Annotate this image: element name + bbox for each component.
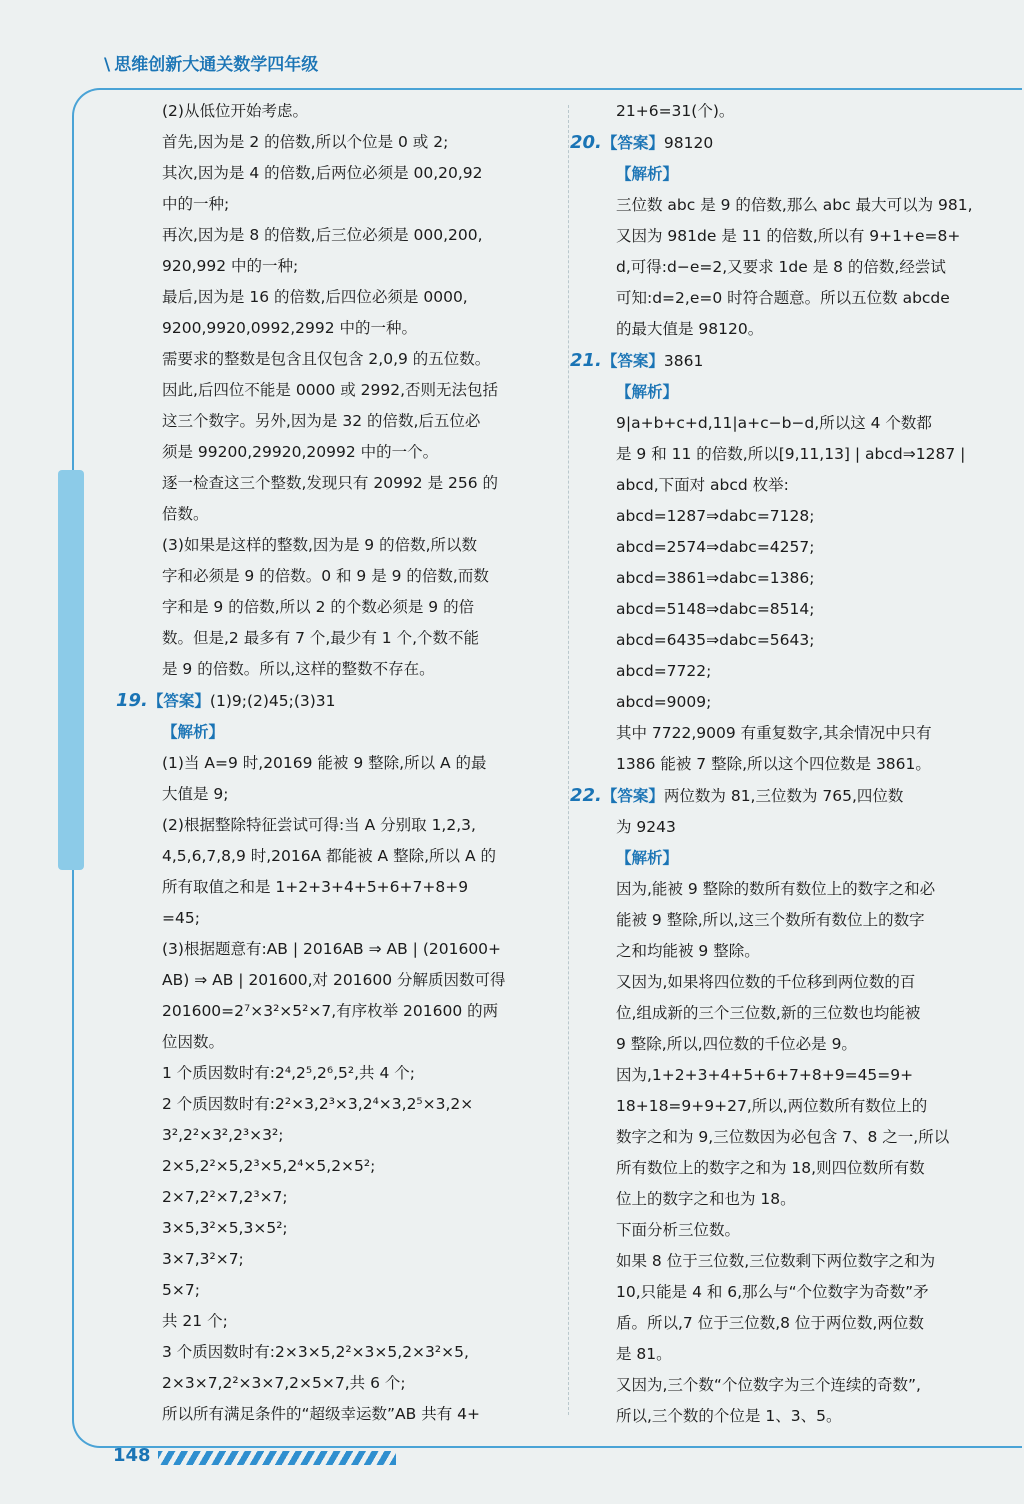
question-21-answer (570, 345, 1006, 377)
question-20-answer (570, 127, 1006, 159)
text-line: abcd=5148⇒dabc=8514; (616, 600, 815, 618)
answer-text: 3861 (663, 352, 704, 370)
text-line: (3)根据题意有:AB | 2016AB ⇒ AB | (201600+ (162, 940, 502, 958)
text-line: 因此,后四位不能是 0000 或 2992,否则无法包括 (162, 381, 499, 399)
text-line: 201600=2⁷×3²×5²×7,有序枚举 201600 的两 (162, 1002, 499, 1020)
text-line: 920,992 中的一种; (162, 257, 299, 275)
text-line: 又因为,三个数“个位数字为三个连续的奇数”, (616, 1376, 921, 1394)
answer-text: 两位数为 81,三位数为 765,四位数 (663, 787, 904, 805)
text-line: abcd=2574⇒dabc=4257; (616, 538, 815, 556)
text-line: 可知:d=2,e=0 时符合题意。所以五位数 abcde (616, 289, 950, 307)
text-line: 三位数 abc 是 9 的倍数,那么 abc 最大可以为 981, (616, 196, 973, 214)
text-line: 其中 7722,9009 有重复数字,其余情况中只有 (616, 724, 932, 742)
question-number: 19. (116, 690, 148, 711)
text-line: 需要求的整数是包含且仅包含 2,0,9 的五位数。 (162, 350, 491, 368)
text-line: 能被 9 整除,所以,这三个数所有数位上的数字 (616, 911, 925, 929)
text-line: 18+18=9+9+27,所以,两位数所有数位上的 (616, 1097, 928, 1115)
text-line: 3²,2²×3²,2³×3²; (162, 1126, 284, 1144)
answer-text-continued: 为 9243 (616, 818, 676, 836)
text-line: 9200,9920,0992,2992 中的一种。 (162, 319, 417, 337)
text-line: 字和必须是 9 的倍数。0 和 9 是 9 的倍数,而数 (162, 567, 489, 585)
answer-tag: 【答案】 (147, 692, 210, 710)
text-line: 所以所有满足条件的“超级幸运数”AB 共有 4+ (162, 1405, 481, 1423)
text-line: =45; (162, 909, 200, 927)
text-line: 最后,因为是 16 的倍数,后四位必须是 0000, (162, 288, 468, 306)
text-line: abcd,下面对 abcd 枚举: (616, 476, 789, 494)
text-line: 又因为 981de 是 11 的倍数,所以有 9+1+e=8+ (616, 227, 961, 245)
text-line: 4,5,6,7,8,9 时,2016A 都能被 A 整除,所以 A 的 (162, 847, 496, 865)
text-line: 21+6=31(个)。 (616, 102, 735, 120)
text-line: 又因为,如果将四位数的千位移到两位数的百 (616, 973, 916, 991)
text-line: 2×7,2²×7,2³×7; (162, 1188, 288, 1206)
text-line: 共 21 个; (162, 1312, 228, 1330)
text-line: AB) ⇒ AB | 201600,对 201600 分解质因数可得 (162, 971, 506, 989)
text-line: abcd=3861⇒dabc=1386; (616, 569, 815, 587)
answer-text: (1)9;(2)45;(3)31 (209, 692, 336, 710)
text-line: 因为,能被 9 整除的数所有数位上的数字之和必 (616, 880, 936, 898)
text-line: 如果 8 位于三位数,三位数剩下两位数字之和为 (616, 1252, 936, 1270)
side-tab (58, 470, 84, 870)
answer-tag: 【答案】 (601, 787, 664, 805)
question-number: 21. (570, 350, 602, 371)
text-line: (1)当 A=9 时,20169 能被 9 整除,所以 A 的最 (162, 754, 487, 772)
text-line: (3)如果是这样的整数,因为是 9 的倍数,所以数 (162, 536, 478, 554)
book-title: 思维创新大通关数学四年级 (114, 55, 319, 75)
question-number: 22. (570, 785, 602, 806)
text-line: abcd=9009; (616, 693, 712, 711)
text-line: 盾。所以,7 位于三位数,8 位于两位数,两位数 (616, 1314, 924, 1332)
text-line: 3 个质因数时有:2×3×5,2²×3×5,2×3²×5, (162, 1343, 469, 1361)
text-line: 须是 99200,29920,20992 中的一个。 (162, 443, 439, 461)
text-line: 3×5,3²×5,3×5²; (162, 1219, 288, 1237)
text-line: d,可得:d−e=2,又要求 1de 是 8 的倍数,经尝试 (616, 258, 946, 276)
footer-decoration (158, 1451, 396, 1465)
text-line: 因为,1+2+3+4+5+6+7+8+9=45=9+ (616, 1066, 914, 1084)
text-line: 5×7; (162, 1281, 200, 1299)
text-line: 字和是 9 的倍数,所以 2 的个数必须是 9 的倍 (162, 598, 475, 616)
text-line: 2×3×7,2²×3×7,2×5×7,共 6 个; (162, 1374, 406, 1392)
text-line: 再次,因为是 8 的倍数,后三位必须是 000,200, (162, 226, 483, 244)
analysis-tag: 【解析】 (616, 165, 679, 183)
text-line: 是 9 和 11 的倍数,所以[9,11,13] | abcd⇒1287 | (616, 445, 966, 463)
text-line: 其次,因为是 4 的倍数,后两位必须是 00,20,92 (162, 164, 483, 182)
right-column (570, 96, 1006, 1432)
text-line: 位上的数字之和也为 18。 (616, 1190, 796, 1208)
text-line: 是 9 的倍数。所以,这样的整数不存在。 (162, 660, 435, 678)
text-line: 所有取值之和是 1+2+3+4+5+6+7+8+9 (162, 878, 469, 896)
question-22-answer (570, 780, 1006, 812)
answer-tag: 【答案】 (601, 352, 664, 370)
header-slash-icon: \ (104, 55, 111, 75)
text-line: 2 个质因数时有:2²×3,2³×3,2⁴×3,2⁵×3,2× (162, 1095, 474, 1113)
text-line: 1 个质因数时有:2⁴,2⁵,2⁶,5²,共 4 个; (162, 1064, 415, 1082)
text-line: 2×5,2²×5,2³×5,2⁴×5,2×5²; (162, 1157, 376, 1175)
text-line: 9 整除,所以,四位数的千位必是 9。 (616, 1035, 857, 1053)
text-line: 首先,因为是 2 的倍数,所以个位是 0 或 2; (162, 133, 449, 151)
text-line: abcd=6435⇒dabc=5643; (616, 631, 815, 649)
text-line: 是 81。 (616, 1345, 672, 1363)
text-line: 9|a+b+c+d,11|a+c−b−d,所以这 4 个数都 (616, 414, 932, 432)
text-line: 10,只能是 4 和 6,那么与“个位数字为奇数”矛 (616, 1283, 929, 1301)
answer-tag: 【答案】 (601, 134, 664, 152)
text-line: 的最大值是 98120。 (616, 320, 764, 338)
analysis-tag: 【解析】 (616, 383, 679, 401)
text-line: 1386 能被 7 整除,所以这个四位数是 3861。 (616, 755, 931, 773)
answer-text: 98120 (663, 134, 714, 152)
text-line: 位,组成新的三个三位数,新的三位数也均能被 (616, 1004, 921, 1022)
text-line: 下面分析三位数。 (616, 1221, 741, 1239)
left-column (116, 96, 557, 1430)
text-line: 这三个数字。另外,因为是 32 的倍数,后五位必 (162, 412, 481, 430)
column-divider (568, 105, 569, 1415)
text-line: 中的一种; (162, 195, 230, 213)
text-line: 数。但是,2 最多有 7 个,最少有 1 个,个数不能 (162, 629, 480, 647)
text-line: abcd=7722; (616, 662, 712, 680)
question-number: 20. (570, 132, 602, 153)
text-line: 所有数位上的数字之和为 18,则四位数所有数 (616, 1159, 925, 1177)
text-line: 所以,三个数的个位是 1、3、5。 (616, 1407, 842, 1425)
text-line: 数字之和为 9,三位数因为必包含 7、8 之一,所以 (616, 1128, 950, 1146)
text-line: (2)根据整除特征尝试可得:当 A 分别取 1,2,3, (162, 816, 476, 834)
page-number: 148 (113, 1445, 151, 1466)
text-line: abcd=1287⇒dabc=7128; (616, 507, 815, 525)
text-line: 倍数。 (162, 505, 209, 523)
text-line: 之和均能被 9 整除。 (616, 942, 760, 960)
text-line: 大值是 9; (162, 785, 229, 803)
question-19-answer (116, 685, 557, 717)
text-line: (2)从低位开始考虑。 (162, 102, 308, 120)
text-line: 3×7,3²×7; (162, 1250, 244, 1268)
analysis-tag: 【解析】 (616, 849, 679, 867)
book-header (104, 50, 318, 75)
text-line: 位因数。 (162, 1033, 225, 1051)
analysis-tag: 【解析】 (162, 723, 225, 741)
text-line: 逐一检查这三个整数,发现只有 20992 是 256 的 (162, 474, 499, 492)
